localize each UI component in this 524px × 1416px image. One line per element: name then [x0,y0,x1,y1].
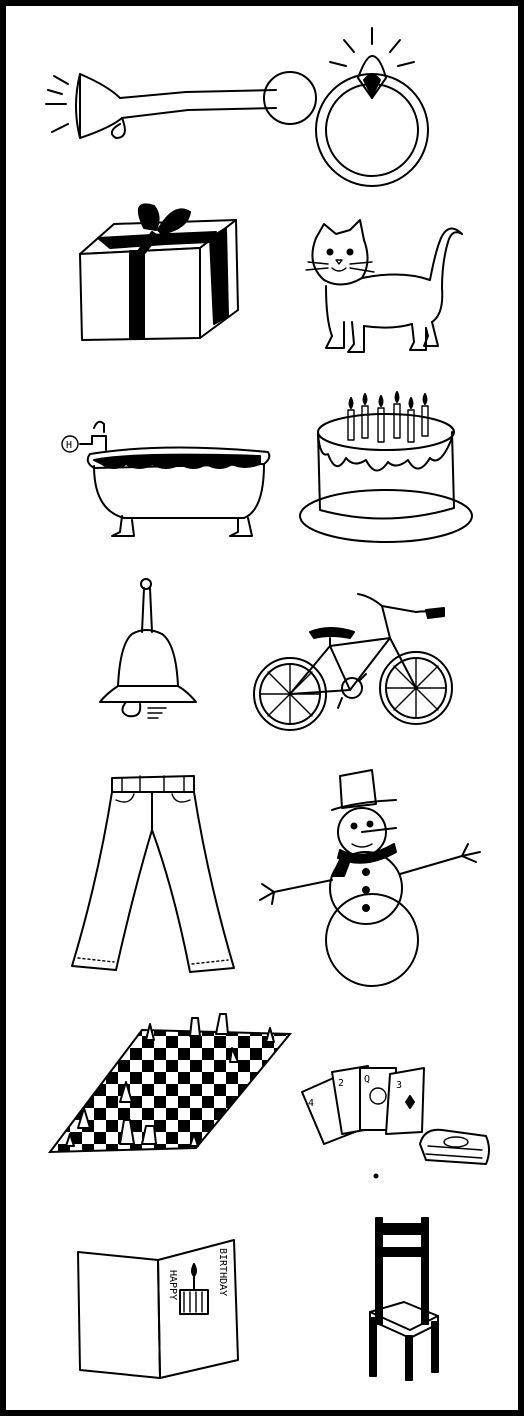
snowman-icon [256,764,492,980]
chair-icon [348,1214,452,1386]
playing-cards-icon [298,1046,494,1180]
bathtub-icon [54,414,276,544]
gift-box-icon [70,198,250,348]
pants-icon [68,770,238,980]
card-rank-4: 3 [396,1080,403,1091]
card-rank-1: 4 [308,1098,315,1109]
card-happy-text: HAPPY [167,1270,178,1301]
bicycle-icon [250,590,460,740]
card-rank-3: Q [364,1074,371,1085]
card-rank-2: 2 [338,1078,345,1089]
bicycle-horn-icon [38,46,298,156]
birthday-cake-icon [296,388,478,548]
birthday-card-icon [74,1234,254,1384]
chess-board-icon [46,1012,296,1154]
diamond-ring-icon [306,26,446,196]
candles [348,392,428,442]
cat-icon [302,218,472,358]
card-cake-icon [180,1264,208,1314]
card-birthday-text: BIRTHDAY [217,1248,228,1297]
tap-label: H [66,440,73,451]
hand-bell-icon [92,576,202,726]
